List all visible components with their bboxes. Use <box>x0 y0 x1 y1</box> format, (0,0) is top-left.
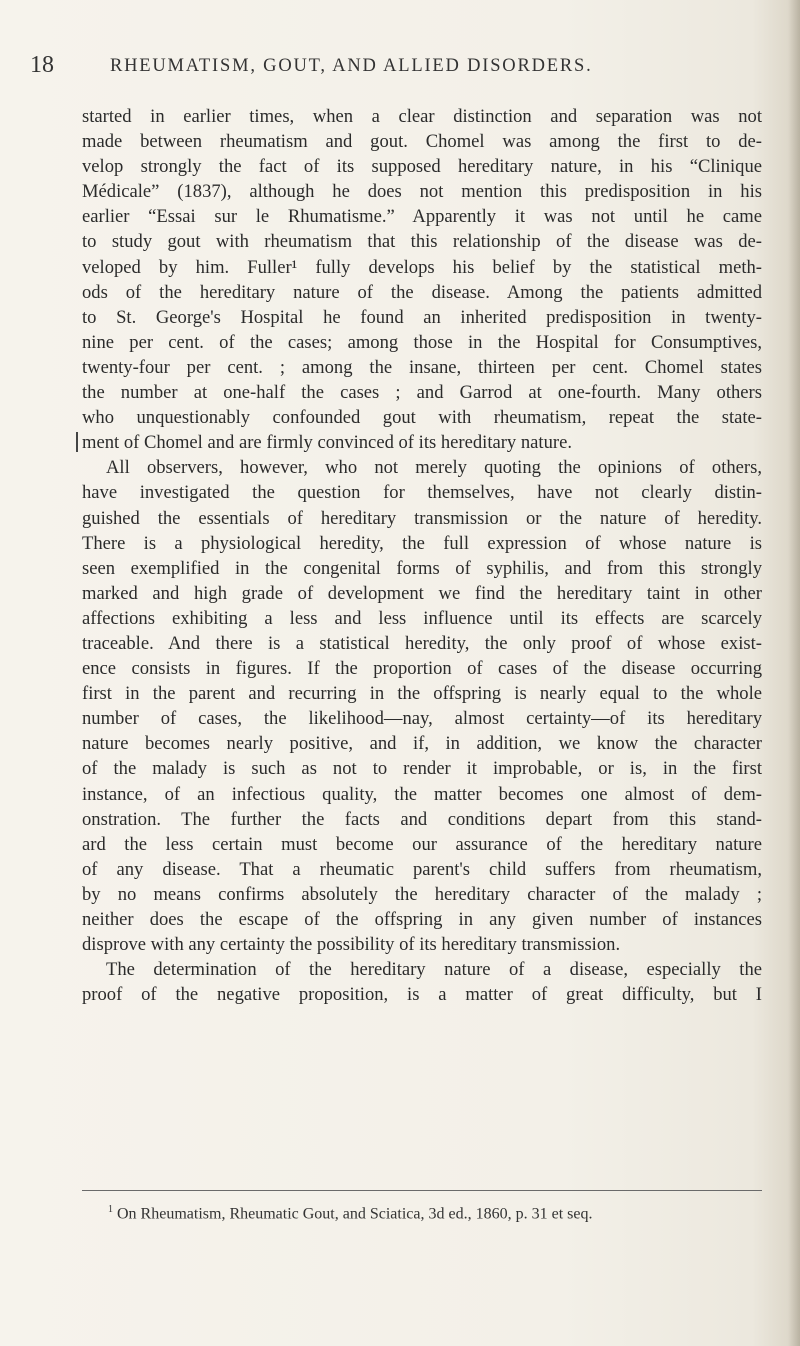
text-line: first in the parent and recurring in the offspring is nearly equal to the whole <box>82 683 762 705</box>
body-text <box>82 104 762 1007</box>
text-line: proof of the negative proposition, is a matter of great difficulty, but I <box>82 984 762 1006</box>
text-line: who unquestionably confounded gout with rheumatism, repeat the state- <box>82 407 762 429</box>
text-line: marked and high grade of development we find the hereditary taint in other <box>82 582 762 604</box>
text-line: to study gout with rheumatism that this relationship of the disease was de- <box>82 231 762 253</box>
text-line: velop strongly the fact of its supposed hereditary nature, in his “Clinique <box>82 156 762 178</box>
page-header <box>30 50 735 80</box>
page-edge-shadow <box>788 0 800 1346</box>
text-line: neither does the escape of the offspring in any given number of instances <box>82 909 762 930</box>
text-line: traceable. And there is a statistical heredity, the only proof of whose exist- <box>82 632 762 654</box>
text-line: earlier “Essai sur le Rhumatisme.” Apparently it was not until he came <box>82 206 762 228</box>
text-line: by no means confirms absolutely the hereditary character of the malady ; <box>82 883 762 905</box>
text-line: ence consists in figures. If the proportion of cases of the disease occurring <box>82 658 762 680</box>
running-head: RHEUMATISM, GOUT, AND ALLIED DISORDERS. <box>110 56 593 76</box>
text-line: disprove with any certainty the possibility of its hereditary transmission. <box>82 934 621 956</box>
text-line: instance, of an infectious quality, the matter becomes one almost of dem- <box>82 783 762 805</box>
text-line: onstration. The further the facts and conditions depart from this stand- <box>82 808 762 830</box>
page-number: 18 <box>30 52 54 78</box>
text-line: of the malady is such as not to render it improbable, or is, in the first <box>82 758 762 780</box>
text-line: nine per cent. of the cases; among those in the Hospital for Consumptives, <box>82 331 762 353</box>
text-line: Médicale” (1837), although he does not mention this predisposition in his <box>82 181 762 203</box>
text-line: number of cases, the likelihood—nay, almost certainty—of its hereditary <box>82 708 762 730</box>
footnote <box>108 1199 768 1225</box>
text-line: made between rheumatism and gout. Chomel was among the first to de- <box>82 131 762 153</box>
text-line: to St. George's Hospital he found an inherited predisposition in twenty- <box>82 306 762 328</box>
text-line: The determination of the hereditary nature of a disease, especially the <box>106 959 762 981</box>
footnote-text: On Rheumatism, Rheumatic Gout, and Sciatica, 3d ed., 1860, p. 31 et seq. <box>117 1205 593 1223</box>
footnote-marker: 1 <box>108 1204 113 1215</box>
margin-bracket-mark <box>76 432 78 452</box>
text-line: affections exhibiting a less and less influence until its effects are scarcely <box>82 607 762 629</box>
text-line: ard the less certain must become our assurance of the hereditary nature <box>82 833 762 855</box>
text-line: ment of Chomel and are firmly convinced of its hereditary nature. <box>82 432 572 454</box>
footnote-divider <box>82 1190 762 1191</box>
text-line: twenty-four per cent. ; among the insane, thirteen per cent. Chomel states <box>82 356 762 378</box>
text-line: nature becomes nearly positive, and if, in addition, we know the character <box>82 733 762 755</box>
text-line: There is a physiological heredity, the full expression of whose nature is <box>82 532 762 554</box>
text-line: All observers, however, who not merely quoting the opinions of others, <box>106 457 762 479</box>
text-line: veloped by him. Fuller¹ fully develops his belief by the statistical meth- <box>82 256 762 278</box>
text-line: seen exemplified in the congenital forms of syphilis, and from this strongly <box>82 557 762 579</box>
text-line: have investigated the question for themselves, have not clearly distin- <box>82 482 762 504</box>
text-line: ods of the hereditary nature of the disease. Among the patients admitted <box>82 281 762 303</box>
text-line: started in earlier times, when a clear distinction and separation was not <box>82 106 762 127</box>
text-line: guished the essentials of hereditary transmission or the nature of heredity. <box>82 507 762 529</box>
text-line: the number at one-half the cases ; and Garrod at one-fourth. Many others <box>82 382 762 404</box>
text-line: of any disease. That a rheumatic parent's child suffers from rheumatism, <box>82 858 762 880</box>
